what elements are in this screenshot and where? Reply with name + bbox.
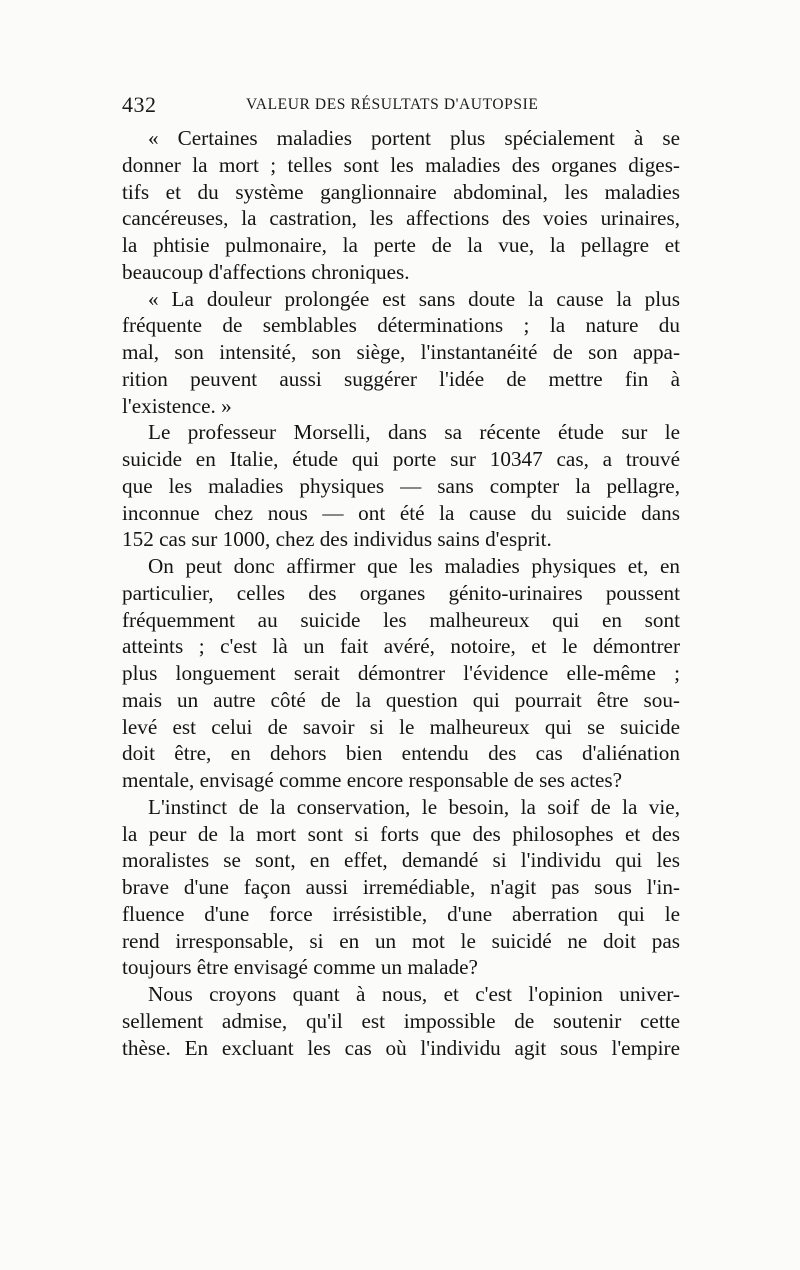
text-line: « Certaines maladies portent plus spécialement à se: [148, 126, 680, 150]
text-line: suicide en Italie, étude qui porte sur 10347 cas, a trouvé: [122, 447, 680, 471]
text-line: l'existence. »: [122, 393, 232, 418]
text-line: rend irresponsable, si en un mot le suicidé ne doit pas: [122, 928, 680, 953]
text-line: mentale, envisagé comme encore responsable de ses actes?: [122, 768, 623, 792]
text-line: plus longuement serait démontrer l'évidence elle-même ;: [122, 661, 680, 685]
running-title: VALEUR DES RÉSULTATS D'AUTOPSIE: [246, 96, 539, 113]
text-line: Le professeur Morselli, dans sa récente étude sur le: [148, 420, 680, 445]
text-line: fluence d'une force irrésistible, d'une aberration qui le: [122, 901, 680, 926]
text-line: la peur de la mort sont si forts que des philosophes et des: [122, 821, 680, 846]
text-line: fréquente de semblables déterminations ; la nature du: [122, 313, 680, 338]
text-line: la phtisie pulmonaire, la perte de la vue, la pellagre et: [122, 233, 680, 257]
text-line: particulier, celles des organes génito-urinaires poussent: [122, 580, 680, 605]
text-line: mais un autre côté de la question qui pourrait être sou-: [122, 687, 680, 712]
text-line: cancéreuses, la castration, les affections des voies urinaires,: [122, 206, 680, 231]
text-line: brave d'une façon aussi irremédiable, n'agit pas sous l'in-: [122, 875, 680, 899]
page-number: 432: [122, 92, 157, 117]
text-line: 152 cas sur 1000, chez des individus sains d'esprit.: [122, 527, 552, 552]
text-line: tifs et du système ganglionnaire abdominal, les maladies: [122, 179, 680, 204]
text-line: thèse. En excluant les cas où l'individu agit sous l'empire: [122, 1035, 680, 1060]
text-line: moralistes se sont, en effet, demandé si l'individu qui les: [122, 848, 680, 873]
body-text: [122, 125, 680, 1061]
text-line: rition peuvent aussi suggérer l'idée de mettre fin à: [122, 366, 680, 391]
text-line: On peut donc affirmer que les maladies physiques et, en: [148, 554, 680, 578]
text-line: donner la mort ; telles sont les maladies des organes diges-: [122, 152, 680, 177]
text-line: inconnue chez nous — ont été la cause du suicide dans: [122, 500, 680, 525]
text-line: sellement admise, qu'il est impossible de soutenir cette: [122, 1008, 680, 1033]
text-line: « La douleur prolongée est sans doute la cause la plus: [148, 286, 680, 311]
text-line: toujours être envisagé comme un malade?: [122, 955, 478, 980]
text-line: L'instinct de la conservation, le besoin, la soif de la vie,: [148, 794, 680, 819]
text-line: Nous croyons quant à nous, et c'est l'opinion univer-: [148, 982, 680, 1006]
text-line: mal, son intensité, son siège, l'instantanéité de son appa-: [122, 340, 680, 364]
text-line: que les maladies physiques — sans compter la pellagre,: [122, 473, 680, 498]
text-line: fréquemment au suicide les malheureux qui en sont: [122, 607, 680, 632]
text-line: doit être, en dehors bien entendu des cas d'aliénation: [122, 741, 680, 766]
text-line: levé est celui de savoir si le malheureux qui se suicide: [122, 714, 680, 739]
text-line: beaucoup d'affections chroniques.: [122, 259, 410, 284]
text-line: atteints ; c'est là un fait avéré, notoire, et le démontrer: [122, 634, 680, 659]
running-header: [122, 92, 678, 118]
